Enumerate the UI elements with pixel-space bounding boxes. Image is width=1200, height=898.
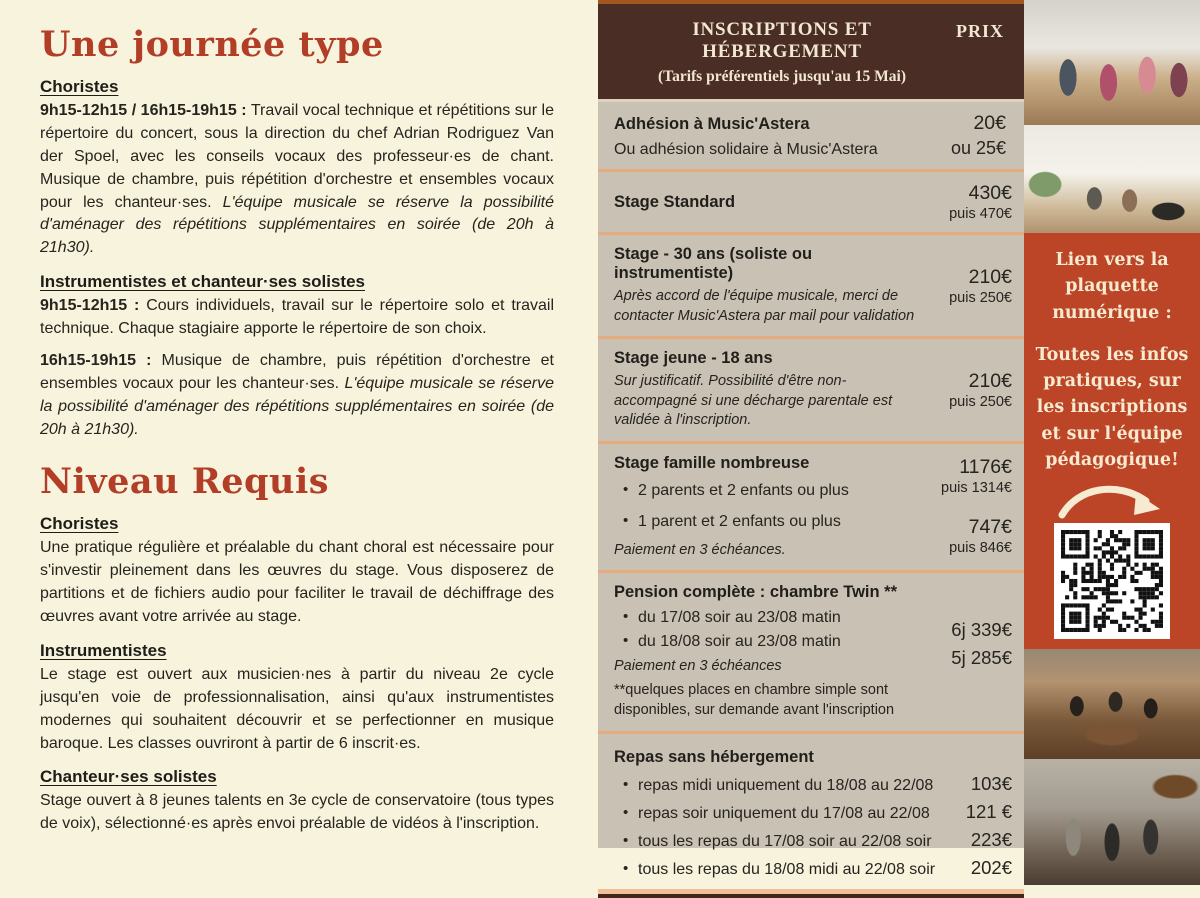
row-content bbox=[614, 583, 924, 720]
row-bullet: • repas midi uniquement du 18/08 au 22/08 bbox=[614, 777, 942, 795]
schedule-times: 9h15-12h15 / 16h15-19h15 : bbox=[40, 102, 247, 119]
schedule-times: 16h15-19h15 : bbox=[40, 351, 152, 369]
schedule-text: Cours individuels, travail sur le répertoire solo et travail technique. Chaque stagiaire apporte le répertoire de son choix. bbox=[40, 297, 554, 337]
schedule-note-italic: L'équipe musicale se réserve la possibilité d'aménager des répétitions supplémentaires en soirée (de 20h à 21h30). bbox=[40, 193, 555, 257]
row-price: 210€ bbox=[968, 369, 1012, 392]
brochure-link-label: Lien vers la plaquette numérique : bbox=[1052, 250, 1172, 323]
heading-level-instrumentistes: Instrumentistes bbox=[40, 640, 167, 660]
level-instrumentistes-paragraph: Le stage est ouvert aux musicien·nes à partir du niveau 2e cycle jusqu'en voie de professionnalisation, ainsi qu'aux instrumentistes modernes qui souhaitent découvrir et se perfectionner en musique baroque. Les classes ouvriront à partir de 6 inscrit·es. bbox=[40, 665, 554, 752]
row-price: 121 € bbox=[965, 800, 1012, 822]
pricing-table bbox=[598, 0, 1024, 878]
row-price: 6j 339€ bbox=[951, 619, 1012, 641]
row-content bbox=[614, 349, 924, 431]
table-row-adhesion bbox=[598, 102, 1024, 169]
pricing-table-header-main bbox=[616, 19, 948, 86]
row-title: Stage jeune - 18 ans bbox=[614, 349, 773, 368]
table-row-repas bbox=[598, 731, 1024, 889]
pricing-table-header bbox=[598, 4, 1024, 102]
row-subtitle: Ou adhésion solidaire à Music'Astera bbox=[614, 141, 878, 158]
row-title: Stage - 30 ans (soliste ou instrumentiste) bbox=[614, 245, 813, 282]
row-bullet: • repas soir uniquement du 17/08 au 22/08 bbox=[614, 805, 942, 823]
row-footnote: **quelques places en chambre simple sont disponibles, sur demande avant l'inscription bbox=[614, 681, 895, 719]
photo-flutists-in-church bbox=[1024, 759, 1200, 885]
row-price-after: puis 250€ bbox=[949, 289, 1012, 306]
pricing-table-title: INSCRIPTIONS ET HÉBERGEMENT bbox=[692, 19, 872, 62]
solistes-morning-paragraph bbox=[40, 295, 554, 341]
row-price: 1176€ bbox=[959, 455, 1012, 478]
schedule-text: Musique de chambre, puis répétition d'orchestre et ensembles vocaux pour les chanteur·ses. bbox=[40, 351, 554, 392]
schedule-note-italic: L'équipe musicale se réserve la possibilité d'aménager des répétitions supplémentaires en soirée (de 20h à 21h30). bbox=[40, 374, 554, 438]
row-prices bbox=[924, 454, 1012, 561]
table-row-stage-standard bbox=[598, 169, 1024, 232]
row-content bbox=[614, 182, 924, 222]
row-price: 747€ bbox=[968, 516, 1012, 539]
row-bullet: • 2 parents et 2 enfants ou plus bbox=[614, 482, 918, 500]
solistes-afternoon-paragraph bbox=[40, 350, 554, 442]
row-note: Sur justificatif. Possibilité d'être non-accompagné si une décharge parentale est validée à l'inscription. bbox=[614, 373, 893, 429]
section-title-typical-day: Une journée type bbox=[40, 24, 384, 65]
row-price-after: puis 470€ bbox=[949, 206, 1012, 222]
schedule-times: 9h15-12h15 : bbox=[40, 297, 140, 315]
row-note: Paiement en 3 échéances. bbox=[614, 541, 786, 558]
heading-instrumentistes-solistes: Instrumentistes et chanteur·ses solistes bbox=[40, 272, 366, 292]
row-content bbox=[614, 454, 924, 561]
row-prices bbox=[924, 182, 1012, 222]
row-title: Repas sans hébergement bbox=[614, 747, 814, 766]
section-title-required-level: Niveau Requis bbox=[40, 461, 329, 503]
row-title: Pension complète : chambre Twin ** bbox=[614, 583, 898, 602]
row-price-alt: ou 25€ bbox=[950, 138, 1006, 158]
row-price: 430€ bbox=[968, 182, 1012, 204]
pricing-table-subtitle: (Tarifs préférentiels jusqu'au 15 Mai) bbox=[658, 68, 906, 85]
row-bullet: • tous les repas du 18/08 midi au 22/08 soir bbox=[614, 861, 942, 879]
row-price: 223€ bbox=[970, 828, 1012, 850]
row-title: Stage Standard bbox=[614, 192, 736, 211]
photo-choir-rehearsal-standing bbox=[1024, 0, 1200, 125]
row-prices bbox=[924, 349, 1012, 431]
table-bottom-accent-strip bbox=[598, 889, 1024, 898]
qr-code-pattern bbox=[1061, 530, 1163, 632]
row-price: 20€ bbox=[973, 112, 1006, 134]
level-solistes-paragraph: Stage ouvert à 8 jeunes talents en 3e cycle de conservatoire (tous types de voix), sélectionné·es après envoi préalable de vidéos à l'inscription. bbox=[40, 792, 554, 833]
row-title: Stage famille nombreuse bbox=[614, 453, 810, 472]
row-bullet: • du 17/08 soir au 23/08 matin bbox=[614, 609, 918, 627]
row-prices bbox=[924, 583, 1012, 720]
photo-sidebar bbox=[1024, 0, 1200, 848]
row-price: 202€ bbox=[970, 856, 1012, 878]
photo-ensemble-rehearsal-seated bbox=[1024, 125, 1200, 233]
row-note: Après accord de l'équipe musicale, merci de contacter Music'Astera par mail pour validation bbox=[614, 288, 915, 324]
heading-level-solistes: Chanteur·ses solistes bbox=[40, 767, 217, 787]
curved-arrow-icon bbox=[1052, 475, 1172, 521]
row-price: 103€ bbox=[970, 772, 1012, 794]
row-bullet: • 1 parent et 2 enfants ou plus bbox=[614, 513, 918, 531]
row-price-after: puis 1314€ bbox=[941, 479, 1012, 496]
table-row-pension-complete bbox=[598, 570, 1024, 730]
photo-church-orchestra-concert bbox=[1024, 649, 1200, 759]
typical-day-column bbox=[0, 0, 598, 848]
choristes-schedule-paragraph bbox=[40, 100, 554, 260]
level-choristes-paragraph: Une pratique régulière et préalable du chant choral est nécessaire pour s'investir pleinement dans les œuvres du stage. Vous disposerez de partitions et de fichiers audio pour faciliter le travail de déchiffrage des œuvres avant votre arrivée au stage. bbox=[40, 539, 554, 625]
row-title: Adhésion à Music'Astera bbox=[614, 115, 810, 133]
heading-level-choristes: Choristes bbox=[40, 514, 119, 534]
digital-brochure-panel bbox=[1024, 233, 1200, 649]
row-note: Paiement en 3 échéances bbox=[614, 658, 782, 675]
row-price: 5j 285€ bbox=[951, 647, 1012, 669]
row-bullet: • tous les repas du 17/08 soir au 22/08 soir bbox=[614, 833, 942, 851]
row-content bbox=[614, 245, 924, 326]
qr-code bbox=[1054, 523, 1170, 639]
brochure-info-text: Toutes les infos pratiques, sur les inscriptions et sur l'équipe pédagogique! bbox=[1035, 344, 1189, 470]
row-price: 210€ bbox=[968, 265, 1012, 288]
table-row-famille-nombreuse bbox=[598, 441, 1024, 571]
price-column-header: PRIX bbox=[956, 21, 1004, 41]
table-row-stage-moins-30 bbox=[598, 232, 1024, 336]
row-prices bbox=[924, 245, 1012, 326]
row-price-after: puis 250€ bbox=[949, 393, 1012, 410]
schedule-text: Travail vocal technique et répétitions sur le répertoire du concert, sous la direction du chef Adrian Rodriguez Van der Spoel, avec les conseils vocaux des professeur·es de chant. Musique de chambre, puis répétition d'orchestre et ensembles vocaux pour les chanteur·ses. bbox=[40, 102, 555, 211]
row-bullet: • du 18/08 soir au 23/08 matin bbox=[614, 633, 918, 651]
row-price-after: puis 846€ bbox=[949, 540, 1012, 557]
heading-choristes: Choristes bbox=[40, 77, 119, 96]
table-row-stage-jeune bbox=[598, 336, 1024, 441]
row-content bbox=[614, 112, 1012, 159]
